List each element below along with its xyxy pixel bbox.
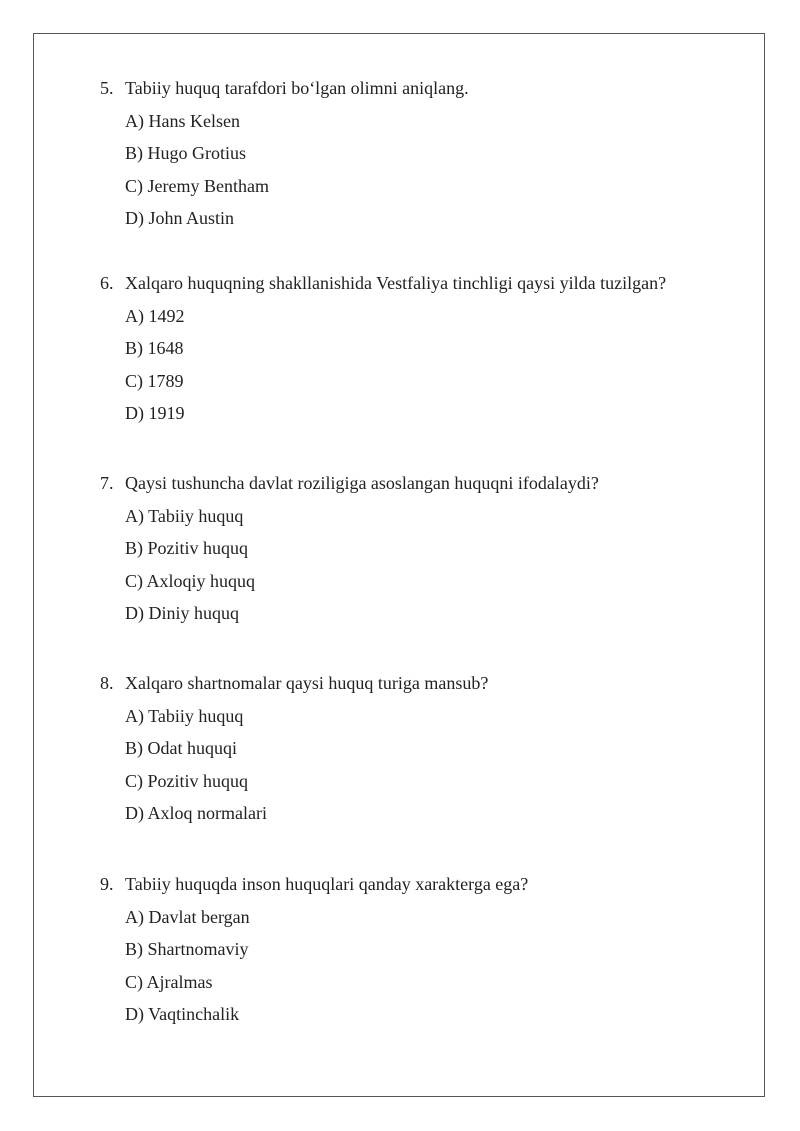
question-line (0, 872, 800, 896)
option-d: D) 1919 (125, 403, 185, 423)
question-6 (0, 271, 800, 425)
question-9 (0, 872, 800, 1026)
option-b: B) Odat huquqi (125, 738, 237, 758)
question-7 (0, 471, 800, 625)
option-c: C) 1789 (125, 370, 184, 391)
option-a: A) 1492 (125, 305, 185, 326)
option-d: D) Vaqtinchalik (125, 1004, 240, 1024)
question-number: 8. (100, 673, 114, 693)
question-text: Tabiiy huquq tarafdori bo‘lgan olimni aniqlang. (125, 78, 469, 98)
question-5 (0, 76, 800, 230)
option-d: D) Axloq normalari (125, 803, 267, 823)
option-c: C) Jeremy Bentham (125, 175, 269, 196)
question-text: Xalqaro huquqning shakllanishida Vestfaliya tinchligi qaysi yilda tuzilgan? (125, 273, 667, 293)
option-b: B) Pozitiv huquq (125, 538, 249, 558)
option-b: B) 1648 (125, 338, 184, 358)
option-c: C) Ajralmas (125, 971, 213, 992)
option-a: A) Tabiiy huquq (125, 505, 244, 526)
option-a: A) Davlat bergan (125, 906, 250, 927)
question-text: Tabiiy huquqda inson huquqlari qanday xarakterga ega? (125, 874, 529, 894)
question-line (0, 471, 800, 495)
option-c: C) Pozitiv huquq (125, 770, 249, 791)
option-d: D) Diniy huquq (125, 603, 239, 623)
option-c: C) Axloqiy huquq (125, 570, 256, 591)
question-8 (0, 671, 800, 825)
question-number: 7. (100, 473, 114, 493)
question-text: Xalqaro shartnomalar qaysi huquq turiga mansub? (125, 673, 489, 693)
question-number: 6. (100, 273, 114, 293)
option-a: A) Tabiiy huquq (125, 705, 244, 726)
question-line (0, 671, 800, 695)
question-line (0, 76, 800, 100)
question-number: 5. (100, 78, 114, 98)
question-line (0, 271, 800, 295)
question-number: 9. (100, 874, 114, 894)
question-text: Qaysi tushuncha davlat roziligiga asoslangan huquqni ifodalaydi? (125, 473, 599, 493)
option-b: B) Shartnomaviy (125, 939, 249, 959)
option-a: A) Hans Kelsen (125, 110, 240, 131)
option-d: D) John Austin (125, 208, 235, 228)
option-b: B) Hugo Grotius (125, 143, 246, 163)
